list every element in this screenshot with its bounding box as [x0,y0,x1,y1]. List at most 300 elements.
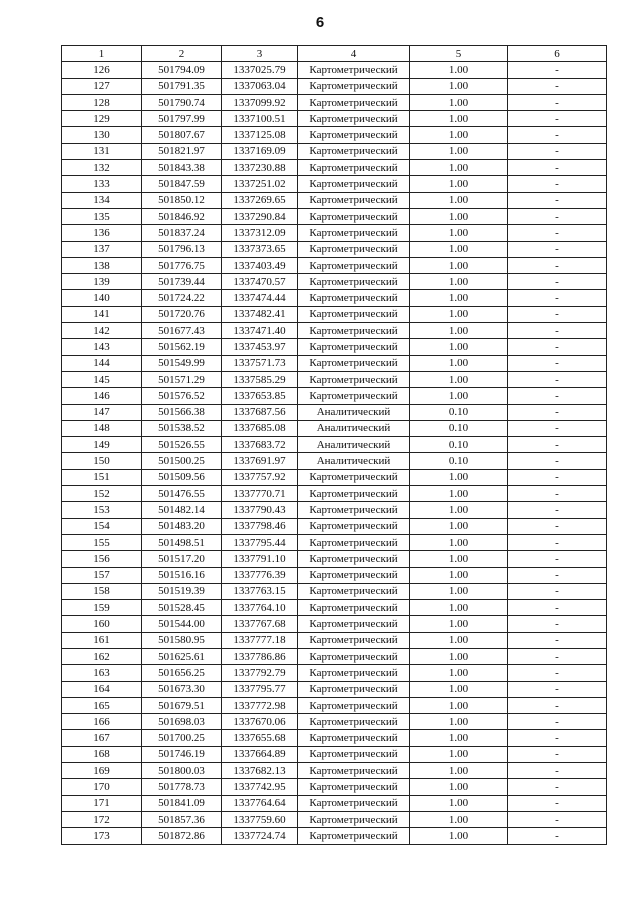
table-cell: 501476.55 [142,486,222,502]
table-cell: 501580.95 [142,632,222,648]
table-cell: 1.00 [410,78,508,94]
table-cell: - [508,62,607,78]
table-cell: 501576.52 [142,388,222,404]
table-cell: 1.00 [410,208,508,224]
table-cell: 501847.59 [142,176,222,192]
table-cell: - [508,469,607,485]
table-row [62,502,607,518]
table-cell: 501724.22 [142,290,222,306]
table-cell: - [508,257,607,273]
table-cell: 1.00 [410,551,508,567]
table-cell: 1337063.04 [222,78,298,94]
table-cell: 501698.03 [142,714,222,730]
table-cell: 501800.03 [142,763,222,779]
table-cell: 501483.20 [142,518,222,534]
table-cell: 1.00 [410,681,508,697]
table-cell: 145 [62,371,142,387]
table-cell: 1.00 [410,94,508,110]
table-cell: 1337269.65 [222,192,298,208]
table-row [62,486,607,502]
table-cell: 1337683.72 [222,437,298,453]
table-cell: Картометрический [298,160,410,176]
table-cell: 1.00 [410,469,508,485]
table-cell: 1337763.15 [222,583,298,599]
table-cell: Картометрический [298,763,410,779]
table-cell: - [508,665,607,681]
page-number: 6 [315,14,325,31]
table-cell: 171 [62,795,142,811]
table-cell: Картометрический [298,632,410,648]
table-cell: Аналитический [298,404,410,420]
table-cell: 168 [62,746,142,762]
table-cell: 1337585.29 [222,371,298,387]
table-cell: Картометрический [298,176,410,192]
table-cell: - [508,681,607,697]
table-cell: Картометрический [298,143,410,159]
table-cell: 1337687.56 [222,404,298,420]
table-cell: Картометрический [298,648,410,664]
table-cell: 501846.92 [142,208,222,224]
table-cell: Картометрический [298,469,410,485]
table-row [62,681,607,697]
table-cell: 1.00 [410,697,508,713]
table-cell: 501509.56 [142,469,222,485]
table-cell: Картометрический [298,274,410,290]
table-cell: 501778.73 [142,779,222,795]
table-row [62,290,607,306]
table-cell: Картометрический [298,306,410,322]
table-cell: Картометрический [298,828,410,844]
table-cell: 128 [62,94,142,110]
table-cell: 127 [62,78,142,94]
table-cell: 1337471.40 [222,323,298,339]
table-cell: 501821.97 [142,143,222,159]
table-row [62,323,607,339]
table-cell: Картометрический [298,323,410,339]
table-cell: 501549.99 [142,355,222,371]
table-cell: 501794.09 [142,62,222,78]
table-row [62,78,607,94]
table-cell: Картометрический [298,600,410,616]
table-cell: 1337682.13 [222,763,298,779]
table-cell: Картометрический [298,371,410,387]
table-cell: 1337777.18 [222,632,298,648]
table-row [62,534,607,550]
table-row [62,828,607,844]
table-cell: 501790.74 [142,94,222,110]
table-cell: 1.00 [410,600,508,616]
table-row [62,339,607,355]
table-cell: 0.10 [410,404,508,420]
table-cell: - [508,779,607,795]
table-cell: 501776.75 [142,257,222,273]
table-cell: 1.00 [410,62,508,78]
table-cell: Картометрический [298,502,410,518]
table-row [62,437,607,453]
table-cell: 501538.52 [142,420,222,436]
table-row [62,176,607,192]
table-cell: - [508,78,607,94]
table-cell: 501807.67 [142,127,222,143]
table-row [62,127,607,143]
table-row [62,600,607,616]
table-cell: 501841.09 [142,795,222,811]
table-cell: 1337770.71 [222,486,298,502]
table-row [62,306,607,322]
table-cell: 154 [62,518,142,534]
table-cell: - [508,323,607,339]
table-cell: - [508,714,607,730]
table-cell: 1.00 [410,176,508,192]
table-cell: Картометрический [298,241,410,257]
table-cell: 147 [62,404,142,420]
table-cell: 155 [62,534,142,550]
table-cell: 1337786.86 [222,648,298,664]
table-cell: 133 [62,176,142,192]
table-cell: 149 [62,437,142,453]
table-cell: 501516.16 [142,567,222,583]
table-cell: 166 [62,714,142,730]
table-cell: 167 [62,730,142,746]
table-row [62,208,607,224]
table-cell: 153 [62,502,142,518]
table-cell: 501857.36 [142,811,222,827]
table-row [62,257,607,273]
table-cell: 1.00 [410,583,508,599]
table-cell: 1337691.97 [222,453,298,469]
table-cell: Аналитический [298,420,410,436]
table-cell: 1337169.09 [222,143,298,159]
table-cell: Картометрический [298,795,410,811]
table-row [62,388,607,404]
table-row [62,420,607,436]
table-cell: 501720.76 [142,306,222,322]
table-cell: 1.00 [410,274,508,290]
table-cell: - [508,127,607,143]
table-cell: 1.00 [410,241,508,257]
table-cell: 1.00 [410,225,508,241]
table-cell: 1.00 [410,763,508,779]
table-cell: 151 [62,469,142,485]
table-cell: - [508,225,607,241]
table-cell: 1.00 [410,143,508,159]
table-cell: 164 [62,681,142,697]
table-cell: - [508,486,607,502]
table-cell: 501526.55 [142,437,222,453]
table-row [62,453,607,469]
table-cell: 1337772.98 [222,697,298,713]
table-cell: Аналитический [298,437,410,453]
table-cell: - [508,160,607,176]
table-cell: - [508,828,607,844]
table-cell: 1337099.92 [222,94,298,110]
table-cell: 1.00 [410,779,508,795]
table-cell: 0.10 [410,437,508,453]
table-cell: 1337670.06 [222,714,298,730]
table-cell: 158 [62,583,142,599]
table-cell: 1337764.64 [222,795,298,811]
table-cell: Картометрический [298,730,410,746]
table-row [62,567,607,583]
table-cell: Картометрический [298,111,410,127]
table-cell: 1.00 [410,567,508,583]
table-cell: - [508,616,607,632]
table-row [62,714,607,730]
table-cell: Картометрический [298,208,410,224]
table-cell: - [508,388,607,404]
table-cell: 140 [62,290,142,306]
table-cell: - [508,306,607,322]
table-row [62,192,607,208]
table-cell: 1.00 [410,811,508,827]
table-cell: 1337685.08 [222,420,298,436]
table-cell: 1337100.51 [222,111,298,127]
table-cell: 1337724.74 [222,828,298,844]
table-cell: 1337795.44 [222,534,298,550]
table-cell: - [508,551,607,567]
table-row [62,160,607,176]
table-cell: 1337776.39 [222,567,298,583]
table-row [62,746,607,762]
table-cell: 159 [62,600,142,616]
table-cell: 1.00 [410,355,508,371]
table-cell: 160 [62,616,142,632]
table-cell: Картометрический [298,192,410,208]
table-cell: - [508,192,607,208]
table-cell: - [508,632,607,648]
table-cell: Картометрический [298,355,410,371]
table-cell: - [508,111,607,127]
table-cell: - [508,534,607,550]
table-cell: 1337373.65 [222,241,298,257]
table-cell: 144 [62,355,142,371]
table-row [62,811,607,827]
table-cell: - [508,763,607,779]
table-cell: 501656.25 [142,665,222,681]
table-cell: Картометрический [298,339,410,355]
table-cell: Аналитический [298,453,410,469]
table-cell: 1.00 [410,290,508,306]
table-row [62,143,607,159]
table-row [62,795,607,811]
column-header: 2 [142,46,222,62]
table-cell: 1.00 [410,323,508,339]
table-row [62,404,607,420]
table-cell: 501498.51 [142,534,222,550]
table-cell: 137 [62,241,142,257]
table-cell: 1337798.46 [222,518,298,534]
table-cell: 501797.99 [142,111,222,127]
table-cell: 161 [62,632,142,648]
table-cell: 1337757.92 [222,469,298,485]
table-cell: Картометрический [298,225,410,241]
table-cell: - [508,420,607,436]
column-header: 5 [410,46,508,62]
table-cell: 0.10 [410,420,508,436]
table-cell: - [508,290,607,306]
table-cell: Картометрический [298,78,410,94]
table-cell: 1.00 [410,632,508,648]
table-cell: 1.00 [410,730,508,746]
table-cell: Картометрический [298,94,410,110]
table-cell: Картометрический [298,127,410,143]
table-cell: - [508,355,607,371]
table-cell: 1337470.57 [222,274,298,290]
table-cell: 501519.39 [142,583,222,599]
coordinates-table [61,45,607,845]
table-cell: Картометрический [298,62,410,78]
table-cell: 501677.43 [142,323,222,339]
table-cell: 501843.38 [142,160,222,176]
column-header: 1 [62,46,142,62]
table-cell: 1337791.10 [222,551,298,567]
table-cell: - [508,746,607,762]
table-cell: 157 [62,567,142,583]
table-cell: 501482.14 [142,502,222,518]
table-cell: 1337403.49 [222,257,298,273]
table-cell: 1337025.79 [222,62,298,78]
table-row [62,648,607,664]
table-cell: 135 [62,208,142,224]
table-cell: 1337767.68 [222,616,298,632]
table-row [62,763,607,779]
table-cell: 1.00 [410,746,508,762]
table-cell: 130 [62,127,142,143]
table-cell: 501517.20 [142,551,222,567]
table-header-row [62,46,607,62]
table-cell: 1.00 [410,714,508,730]
table-cell: 156 [62,551,142,567]
table-row [62,225,607,241]
table-row [62,665,607,681]
table-cell: - [508,730,607,746]
table-cell: 1.00 [410,306,508,322]
table-row [62,616,607,632]
table-cell: 1.00 [410,665,508,681]
table-cell: 501566.38 [142,404,222,420]
table-cell: 1337251.02 [222,176,298,192]
table-cell: 1337125.08 [222,127,298,143]
table-cell: 146 [62,388,142,404]
table-row [62,94,607,110]
table-cell: 1337664.89 [222,746,298,762]
table-cell: - [508,208,607,224]
table-cell: Картометрический [298,583,410,599]
table-cell: 501544.00 [142,616,222,632]
table-cell: 1.00 [410,192,508,208]
table-cell: 1.00 [410,486,508,502]
table-cell: 501700.25 [142,730,222,746]
table-cell: - [508,371,607,387]
table-cell: 1.00 [410,534,508,550]
table-cell: 129 [62,111,142,127]
table-body [62,62,607,844]
table-cell: 134 [62,192,142,208]
table-cell: 1.00 [410,502,508,518]
table-cell: 150 [62,453,142,469]
table-cell: 1337759.60 [222,811,298,827]
table-cell: 501673.30 [142,681,222,697]
table-cell: - [508,241,607,257]
table-cell: - [508,697,607,713]
table-cell: - [508,795,607,811]
table-row [62,355,607,371]
table-cell: - [508,567,607,583]
table-cell: 152 [62,486,142,502]
table-cell: 0.10 [410,453,508,469]
table-cell: 1.00 [410,257,508,273]
table-cell: 1.00 [410,160,508,176]
table-cell: - [508,583,607,599]
table-cell: 142 [62,323,142,339]
table-cell: 1.00 [410,828,508,844]
table-cell: 1.00 [410,388,508,404]
table-cell: 165 [62,697,142,713]
table-cell: Картометрический [298,567,410,583]
table-cell: 501872.86 [142,828,222,844]
table-cell: Картометрический [298,681,410,697]
table-cell: Картометрический [298,811,410,827]
table-cell: - [508,648,607,664]
table-cell: - [508,339,607,355]
table-cell: 170 [62,779,142,795]
table-cell: 1.00 [410,371,508,387]
table-row [62,371,607,387]
table-cell: Картометрический [298,518,410,534]
table-cell: Картометрический [298,486,410,502]
table-cell: 501625.61 [142,648,222,664]
table-cell: Картометрический [298,714,410,730]
table-cell: 501850.12 [142,192,222,208]
table-cell: 1337792.79 [222,665,298,681]
table-cell: Картометрический [298,534,410,550]
table-row [62,583,607,599]
table-cell: 148 [62,420,142,436]
table-cell: 1337742.95 [222,779,298,795]
column-header: 6 [508,46,607,62]
table-cell: 169 [62,763,142,779]
table-cell: 1337290.84 [222,208,298,224]
table-row [62,730,607,746]
table-cell: 501528.45 [142,600,222,616]
table-cell: 143 [62,339,142,355]
table-cell: - [508,811,607,827]
table-cell: Картометрический [298,697,410,713]
table-cell: 132 [62,160,142,176]
table-cell: 1.00 [410,648,508,664]
table-cell: 172 [62,811,142,827]
table-cell: 131 [62,143,142,159]
table-cell: 173 [62,828,142,844]
table-cell: - [508,143,607,159]
table-row [62,697,607,713]
table-cell: 1337571.73 [222,355,298,371]
table-cell: - [508,437,607,453]
table-row [62,241,607,257]
table-cell: 501571.29 [142,371,222,387]
table-cell: 162 [62,648,142,664]
column-header: 4 [298,46,410,62]
table-cell: 501562.19 [142,339,222,355]
table-row [62,62,607,78]
table-cell: - [508,274,607,290]
table-cell: Картометрический [298,746,410,762]
table-cell: Картометрический [298,616,410,632]
table-row [62,469,607,485]
table-cell: 1337230.88 [222,160,298,176]
table-cell: 1.00 [410,518,508,534]
table-cell: 501679.51 [142,697,222,713]
